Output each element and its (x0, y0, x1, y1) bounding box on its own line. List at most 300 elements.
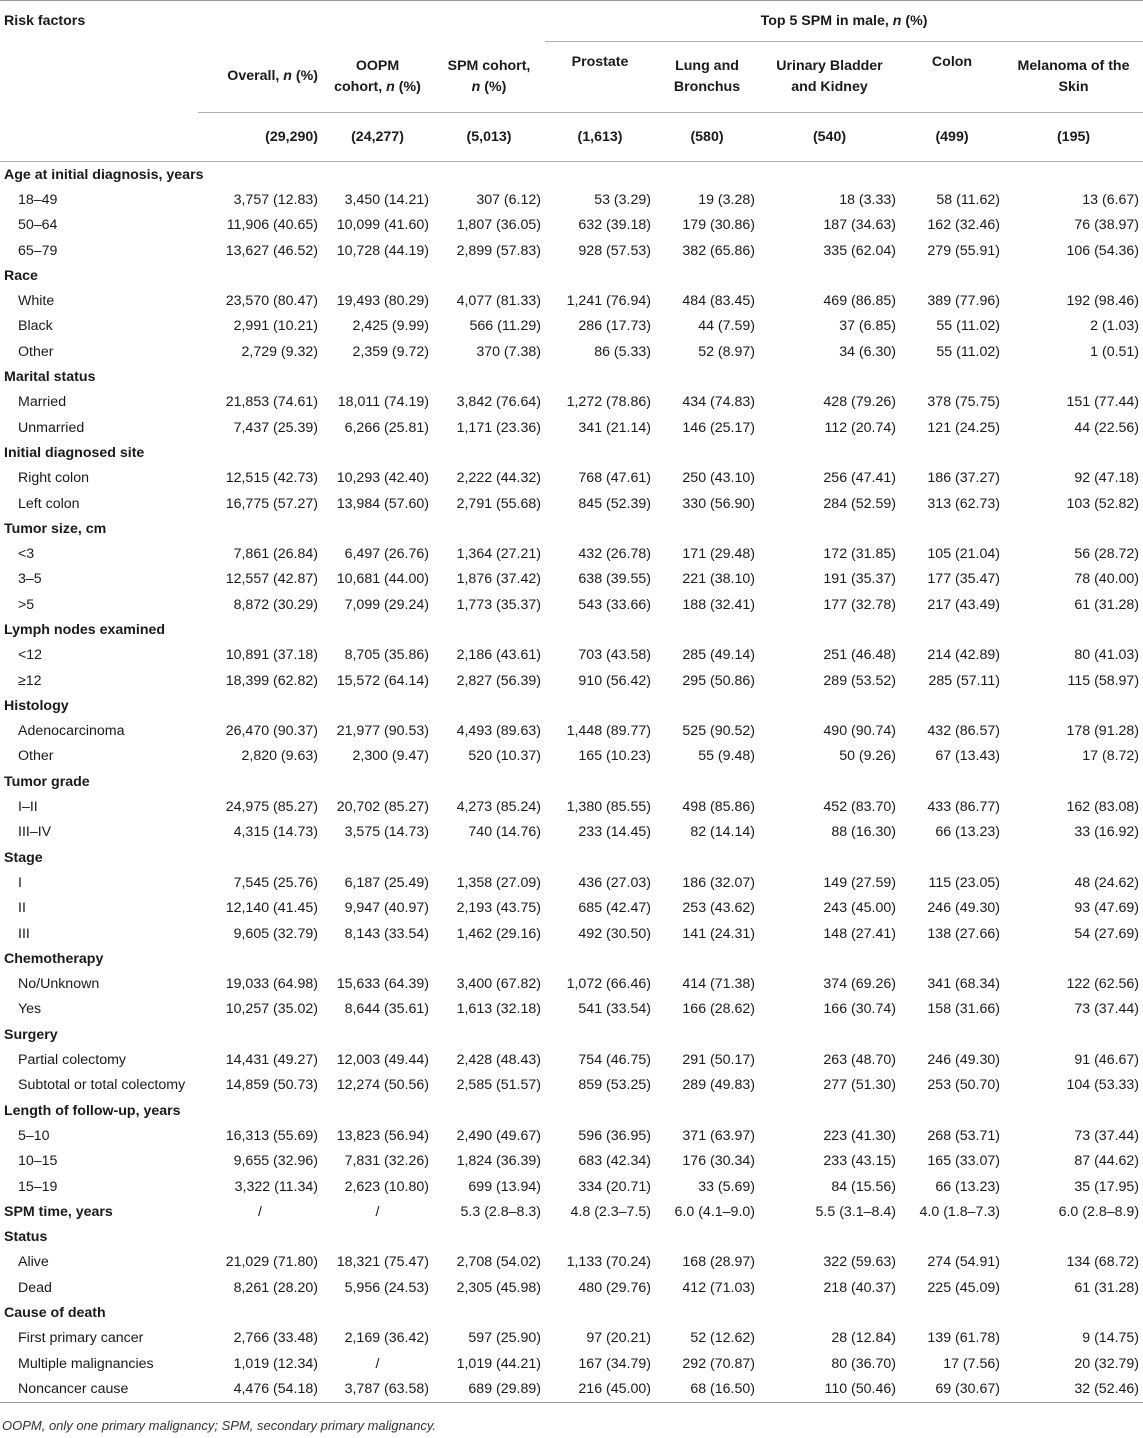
table-cell: 7,545 (25.76) (233, 874, 318, 891)
group-title: Chemotherapy (4, 950, 104, 967)
table-cell: 1,019 (12.34) (233, 1355, 318, 1372)
table-cell: 10,728 (44.19) (336, 242, 429, 259)
table-row (0, 491, 1143, 516)
table-cell: 1 (0.51) (1090, 343, 1140, 360)
table-cell: 274 (54.91) (927, 1254, 1000, 1271)
table-cell: 82 (14.14) (690, 824, 755, 841)
table-cell: 233 (43.15) (823, 1153, 896, 1170)
table-cell: 2,186 (43.61) (456, 647, 541, 664)
table-cell: 92 (47.18) (1074, 470, 1140, 487)
table-row (0, 1326, 1143, 1351)
table-cell: 5.5 (3.1–8.4) (815, 1203, 896, 1220)
table-cell: 2,708 (54.02) (456, 1254, 541, 1271)
table-cell: 2,899 (57.83) (456, 242, 541, 259)
table-cell: 859 (53.25) (578, 1077, 651, 1094)
table-cell: 6,187 (25.49) (344, 874, 429, 891)
table-cell: 2,820 (9.63) (241, 748, 318, 765)
table-cell: 480 (29.76) (578, 1279, 651, 1296)
table-cell: 243 (45.00) (823, 900, 896, 917)
table-cell: 246 (49.30) (927, 1052, 1000, 1069)
group-title: Histology (4, 697, 69, 714)
table-cell: 177 (32.78) (823, 596, 896, 613)
table-cell: 3,757 (12.83) (233, 191, 318, 208)
table-cell: 12,515 (42.73) (225, 470, 318, 487)
table-cell: 6.0 (2.8–8.9) (1058, 1203, 1140, 1220)
table-cell: 490 (90.74) (823, 723, 896, 740)
table-cell: 13 (6.67) (1082, 191, 1140, 208)
table-cell: 233 (14.45) (578, 824, 651, 841)
table-cell: 452 (83.70) (823, 799, 896, 816)
table-cell: 322 (59.63) (823, 1254, 896, 1271)
table-cell: 32 (52.46) (1004, 1376, 1143, 1402)
table-cell: 141 (24.31) (682, 925, 755, 942)
table-cell: 4,476 (54.18) (198, 1376, 322, 1402)
table-row (0, 567, 1143, 592)
table-cell: 279 (55.91) (927, 242, 1000, 259)
table-cell: 122 (62.56) (1066, 976, 1140, 993)
table-cell: 15,633 (64.39) (336, 976, 429, 993)
table-cell: 188 (32.41) (682, 596, 755, 613)
table-cell: 910 (56.42) (578, 672, 651, 689)
table-cell: 2,585 (51.57) (456, 1077, 541, 1094)
table-cell: 8,261 (28.20) (233, 1279, 318, 1296)
table-cell: 217 (43.49) (927, 596, 1000, 613)
table-cell: 6,266 (25.81) (344, 419, 429, 436)
table-cell: 139 (61.78) (927, 1330, 1000, 1347)
table-cell: 1,241 (76.94) (566, 293, 651, 310)
row-label: Adenocarcinoma (18, 723, 125, 740)
table-cell: 1,448 (89.77) (566, 723, 651, 740)
col-spm-cohort: SPM cohort, n (%) (433, 42, 545, 113)
table-cell: 162 (32.46) (927, 217, 1000, 234)
table-cell: 14,431 (49.27) (225, 1052, 318, 1069)
table-body (0, 162, 1143, 1403)
table-cell: 3,575 (14.73) (344, 824, 429, 841)
group-title: SPM time, years (4, 1203, 113, 1220)
table-cell: 285 (57.11) (928, 672, 1000, 689)
table-cell: 73 (37.44) (1074, 1127, 1140, 1144)
table-cell: 1,072 (66.46) (566, 976, 651, 993)
table-cell: 432 (26.78) (578, 546, 651, 563)
table-row (0, 820, 1143, 845)
table-cell: 256 (47.41) (823, 470, 896, 487)
table-cell: 370 (7.38) (476, 343, 541, 360)
table-cell: 66 (13.23) (935, 824, 1000, 841)
table-cell: 2,766 (33.48) (233, 1330, 318, 1347)
table-cell: 740 (14.76) (468, 824, 541, 841)
table-cell: 1,380 (85.55) (566, 799, 651, 816)
table-cell: 7,099 (29.24) (344, 596, 429, 613)
count-oopm: (24,277) (322, 113, 433, 162)
table-cell: 4,493 (89.63) (456, 723, 541, 740)
row-label: Other (18, 343, 54, 360)
table-cell: 11,906 (40.65) (226, 217, 318, 234)
table-row (0, 1351, 1143, 1376)
table-cell: 285 (49.14) (682, 647, 755, 664)
group-title: Surgery (4, 1026, 58, 1043)
table-row (0, 1275, 1143, 1300)
table-cell: 73 (37.44) (1074, 1001, 1140, 1018)
table-cell: 21,029 (71.80) (225, 1254, 318, 1271)
table-cell: 597 (25.90) (468, 1330, 541, 1347)
group-header-row (0, 617, 1143, 642)
table-cell: 246 (49.30) (927, 900, 1000, 917)
table-cell: 520 (10.37) (468, 748, 541, 765)
table-cell: 33 (16.92) (1074, 824, 1140, 841)
table-cell: 5,956 (24.53) (344, 1279, 429, 1296)
table-cell: 166 (28.62) (682, 1001, 755, 1018)
table-cell: 1,272 (78.86) (566, 394, 651, 411)
table-cell: 67 (13.43) (935, 748, 1000, 765)
table-cell: 1,019 (44.21) (456, 1355, 541, 1372)
table-cell: 632 (39.18) (578, 217, 651, 234)
count-melanoma: (195) (1004, 113, 1143, 162)
table-row (0, 238, 1143, 263)
row-label: I–II (18, 799, 38, 816)
table-cell: 291 (50.17) (682, 1052, 755, 1069)
table-cell: 8,705 (35.86) (344, 647, 429, 664)
table-cell: 54 (27.69) (1074, 925, 1140, 942)
row-label: <12 (18, 647, 43, 664)
table-cell: 172 (31.85) (823, 546, 896, 563)
table-cell: 176 (30.34) (682, 1153, 755, 1170)
table-cell: 216 (45.00) (545, 1376, 655, 1402)
table-cell: 191 (35.37) (823, 571, 896, 588)
row-label: <3 (18, 546, 35, 563)
table-row (0, 1149, 1143, 1174)
table-cell: 689 (29.89) (433, 1376, 545, 1402)
table-cell: 80 (41.03) (1074, 647, 1140, 664)
table-cell: 10,099 (41.60) (336, 217, 429, 234)
table-cell: 17 (8.72) (1082, 748, 1140, 765)
top5-spm-header: Top 5 SPM in male, n (%) (545, 1, 1143, 42)
group-header-row (0, 693, 1143, 718)
row-label: Other (18, 748, 54, 765)
table-cell: 1,133 (70.24) (566, 1254, 651, 1271)
table-row (0, 288, 1143, 313)
group-header-row (0, 1300, 1143, 1325)
table-cell: 61 (31.28) (1074, 596, 1140, 613)
table-cell: 2,791 (55.68) (456, 495, 541, 512)
table-cell: 55 (9.48) (698, 748, 755, 765)
count-lung: (580) (655, 113, 759, 162)
count-prostate: (1,613) (545, 113, 655, 162)
table-cell: 19,493 (80.29) (336, 293, 429, 310)
table-cell: 179 (30.86) (682, 217, 755, 234)
table-cell: 2,425 (9.99) (352, 318, 429, 335)
table-cell: 1,876 (37.42) (456, 571, 541, 588)
group-header-row (0, 440, 1143, 465)
table-cell: 2,305 (45.98) (456, 1279, 541, 1296)
table-cell: 20 (32.79) (1074, 1355, 1140, 1372)
table-cell: 4,315 (14.73) (233, 824, 318, 841)
table-cell: 371 (63.97) (682, 1127, 755, 1144)
table-row (0, 668, 1143, 693)
table-cell: 44 (7.59) (698, 318, 755, 335)
table-cell: 754 (46.75) (578, 1052, 651, 1069)
table-cell: 34 (6.30) (839, 343, 896, 360)
table-cell: 6.0 (4.1–9.0) (674, 1203, 755, 1220)
row-label: White (18, 293, 55, 310)
table-cell: 20,702 (85.27) (336, 799, 429, 816)
table-cell: 80 (36.70) (831, 1355, 896, 1372)
risk-factors-header: Risk factors (0, 1, 198, 113)
table-cell: 121 (24.25) (927, 419, 1000, 436)
table-cell: 186 (32.07) (682, 874, 755, 891)
table-cell: 253 (43.62) (682, 900, 755, 917)
table-cell: 2,222 (44.32) (456, 470, 541, 487)
table-cell: 2,193 (43.75) (456, 900, 541, 917)
table-cell: 223 (41.30) (823, 1127, 896, 1144)
table-cell: 55 (11.02) (936, 343, 1000, 360)
table-cell: 13,627 (46.52) (225, 242, 318, 259)
table-cell: 3,450 (14.21) (344, 191, 429, 208)
table-cell: 55 (11.02) (936, 318, 1000, 335)
table-cell: 58 (11.62) (936, 191, 1000, 208)
row-label: Married (18, 394, 67, 411)
table-cell: 2,490 (49.67) (456, 1127, 541, 1144)
table-cell: 8,872 (30.29) (233, 596, 318, 613)
table-cell: 178 (91.28) (1066, 723, 1140, 740)
table-cell: 151 (77.44) (1066, 394, 1140, 411)
row-label: Noncancer cause (0, 1376, 198, 1402)
table-cell: 414 (71.38) (682, 976, 755, 993)
table-cell: 110 (50.46) (759, 1376, 900, 1402)
table-cell: 268 (53.71) (927, 1127, 1000, 1144)
table-cell: / (375, 1203, 380, 1220)
table-cell: 1,824 (36.39) (456, 1153, 541, 1170)
table-cell: 484 (83.45) (682, 293, 755, 310)
group-title: Tumor size, cm (4, 520, 107, 537)
group-header-row (0, 364, 1143, 389)
table-row (0, 339, 1143, 364)
table-cell: 566 (11.29) (469, 318, 541, 335)
table-cell: 12,557 (42.87) (225, 571, 318, 588)
table-cell: / (375, 1355, 380, 1372)
table-cell: 292 (70.87) (682, 1355, 755, 1372)
table-cell: 192 (98.46) (1066, 293, 1140, 310)
table-cell: 4.0 (1.8–7.3) (919, 1203, 1000, 1220)
table-row (0, 643, 1143, 668)
group-title: Stage (4, 849, 43, 866)
table-cell: 158 (31.66) (927, 1001, 1000, 1018)
table-cell: 177 (35.47) (927, 571, 1000, 588)
table-cell: 382 (65.86) (682, 242, 755, 259)
table-cell: 86 (5.33) (594, 343, 651, 360)
table-cell: 10,891 (37.18) (225, 647, 318, 664)
table-cell: 18,011 (74.19) (337, 394, 429, 411)
table-cell: 2,991 (10.21) (233, 318, 318, 335)
row-label: Subtotal or total colectomy (18, 1077, 186, 1094)
footnote: OOPM, only one primary malignancy; SPM, secondary primary malignancy. (2, 1418, 436, 1433)
table-cell: 103 (52.82) (1066, 495, 1140, 512)
table-row (0, 213, 1143, 238)
row-label: No/Unknown (18, 976, 100, 993)
table-cell: 341 (21.14) (578, 419, 651, 436)
table-cell: 105 (21.04) (927, 546, 1000, 563)
table-cell: 68 (16.50) (655, 1376, 759, 1402)
table-cell: 9,655 (32.96) (233, 1153, 318, 1170)
table-row (0, 1250, 1143, 1275)
table-cell: 166 (30.74) (823, 1001, 896, 1018)
table-cell: 1,364 (27.21) (456, 546, 541, 563)
table-cell: 334 (20.71) (578, 1178, 651, 1195)
table-cell: 24,975 (85.27) (225, 799, 318, 816)
table-cell: 69 (30.67) (900, 1376, 1004, 1402)
table-cell: 23,570 (80.47) (225, 293, 318, 310)
group-header-row (0, 845, 1143, 870)
row-label: III–IV (18, 824, 52, 841)
row-label: Dead (18, 1279, 52, 1296)
group-header-row (0, 946, 1143, 971)
table-cell: 61 (31.28) (1074, 1279, 1140, 1296)
group-header-row (0, 1224, 1143, 1249)
table-cell: 93 (47.69) (1074, 900, 1140, 917)
row-label: Partial colectomy (18, 1052, 127, 1069)
table-cell: 138 (27.66) (927, 925, 1000, 942)
header-row-top (0, 1, 1143, 42)
table-cell: 1,613 (32.18) (456, 1001, 541, 1018)
group-title: Cause of death (4, 1305, 106, 1321)
table-cell: 7,861 (26.84) (233, 546, 318, 563)
table-cell: 112 (20.74) (824, 419, 896, 436)
table-cell: 88 (16.30) (831, 824, 896, 841)
group-title: Marital status (4, 369, 96, 386)
table-cell: 374 (69.26) (823, 976, 896, 993)
table-cell: 263 (48.70) (823, 1052, 896, 1069)
table-row (0, 997, 1143, 1022)
count-spm-cohort: (5,013) (433, 113, 545, 162)
group-title: Initial diagnosed site (4, 444, 145, 461)
table-cell: 66 (13.23) (935, 1178, 1000, 1195)
row-label: III (18, 925, 30, 942)
table-cell: 389 (77.96) (927, 293, 1000, 310)
group-header-row (0, 263, 1143, 288)
table-cell: 214 (42.89) (927, 647, 1000, 664)
table-cell: 14,859 (50.73) (225, 1077, 318, 1094)
table-cell: 97 (20.21) (586, 1330, 651, 1347)
table-row (0, 870, 1143, 895)
table-cell: 307 (6.12) (476, 191, 541, 208)
table-cell: 277 (51.30) (823, 1077, 896, 1094)
table-cell: 17 (7.56) (943, 1355, 1000, 1372)
table-cell: 596 (36.95) (578, 1127, 651, 1144)
table-cell: 84 (15.56) (831, 1178, 896, 1195)
col-bladder-kidney: Urinary Bladder and Kidney (759, 42, 900, 113)
table-cell: 541 (33.54) (578, 1001, 651, 1018)
table-cell: 4,273 (85.24) (456, 799, 541, 816)
table-cell: 2,169 (36.42) (344, 1330, 429, 1347)
table-cell: 5.3 (2.8–8.3) (460, 1203, 541, 1220)
table-cell: 4.8 (2.3–7.5) (570, 1203, 651, 1220)
table-row (0, 466, 1143, 491)
group-header-row (0, 162, 1143, 188)
table-row (0, 415, 1143, 440)
table-cell: 115 (58.97) (1067, 672, 1140, 689)
col-colon: Colon (900, 42, 1004, 113)
table-cell: 168 (28.97) (682, 1254, 755, 1271)
table-cell: 10,257 (35.02) (225, 1001, 318, 1018)
table-cell: 52 (12.62) (690, 1330, 755, 1347)
table-cell: 146 (25.17) (682, 419, 755, 436)
table-cell: 2,729 (9.32) (241, 343, 318, 360)
table-cell: 7,831 (32.26) (344, 1153, 429, 1170)
group-header-row (0, 1199, 1143, 1224)
table-cell: 134 (68.72) (1066, 1254, 1140, 1271)
table-cell: 10,293 (42.40) (336, 470, 429, 487)
table-cell: 1,773 (35.37) (456, 596, 541, 613)
table-cell: 21,853 (74.61) (225, 394, 318, 411)
table-cell: 28 (12.84) (831, 1330, 896, 1347)
row-label: Alive (18, 1254, 49, 1271)
row-label: 3–5 (18, 571, 42, 588)
table-row (0, 1174, 1143, 1199)
table-row (0, 187, 1143, 212)
row-label: Right colon (18, 470, 89, 487)
table-cell: 8,143 (33.54) (344, 925, 429, 942)
col-oopm: OOPM cohort, n (%) (322, 42, 433, 113)
table-cell: 37 (6.85) (839, 318, 896, 335)
table-cell: 13,823 (56.94) (336, 1127, 429, 1144)
table-cell: 928 (57.53) (578, 242, 651, 259)
table-cell: 56 (28.72) (1074, 546, 1140, 563)
group-header-row (0, 516, 1143, 541)
table-row (0, 592, 1143, 617)
table-cell: 12,003 (49.44) (336, 1052, 429, 1069)
table-cell: 2,827 (56.39) (456, 672, 541, 689)
table-cell: 378 (75.75) (927, 394, 1000, 411)
table-cell: 2,623 (10.80) (344, 1178, 429, 1195)
row-label: I (18, 874, 22, 891)
col-melanoma: Melanoma of the Skin (1004, 42, 1143, 113)
table-cell: 469 (86.85) (823, 293, 896, 310)
table-row (0, 1073, 1143, 1098)
table-cell: 15,572 (64.14) (336, 672, 429, 689)
table-cell: 703 (43.58) (578, 647, 651, 664)
table-cell: 330 (56.90) (682, 495, 755, 512)
count-overall: (29,290) (198, 113, 322, 162)
table-row (0, 1047, 1143, 1072)
group-title: Lymph nodes examined (4, 621, 166, 638)
table-cell: 9 (14.75) (1082, 1330, 1140, 1347)
table-cell: 16,775 (57.27) (225, 495, 318, 512)
table-cell: 9,605 (32.79) (233, 925, 318, 942)
table-cell: 4,077 (81.33) (456, 293, 541, 310)
col-lung: Lung and Bronchus (655, 42, 759, 113)
table-cell: 91 (46.67) (1074, 1052, 1140, 1069)
row-label: ≥12 (18, 672, 42, 689)
table-cell: 13,984 (57.60) (336, 495, 429, 512)
table-cell: 21,977 (90.53) (336, 723, 429, 740)
table-cell: 412 (71.03) (682, 1279, 755, 1296)
table-row (0, 1376, 1143, 1402)
row-label: 5–10 (18, 1127, 50, 1144)
table-cell: 1,807 (36.05) (456, 217, 541, 234)
row-label: 10–15 (18, 1153, 58, 1170)
table-cell: 19 (3.28) (698, 191, 755, 208)
table-cell: 335 (62.04) (823, 242, 896, 259)
row-label: Unmarried (18, 419, 85, 436)
row-label: 65–79 (18, 242, 58, 259)
table-cell: 18,321 (75.47) (336, 1254, 429, 1271)
table-cell: 498 (85.86) (682, 799, 755, 816)
table-row (0, 921, 1143, 946)
count-bladder-kidney: (540) (759, 113, 900, 162)
row-label: >5 (18, 596, 35, 613)
table-cell: 8,644 (35.61) (344, 1001, 429, 1018)
row-label: First primary cancer (18, 1330, 144, 1347)
table-cell: 6,497 (26.76) (344, 546, 429, 563)
